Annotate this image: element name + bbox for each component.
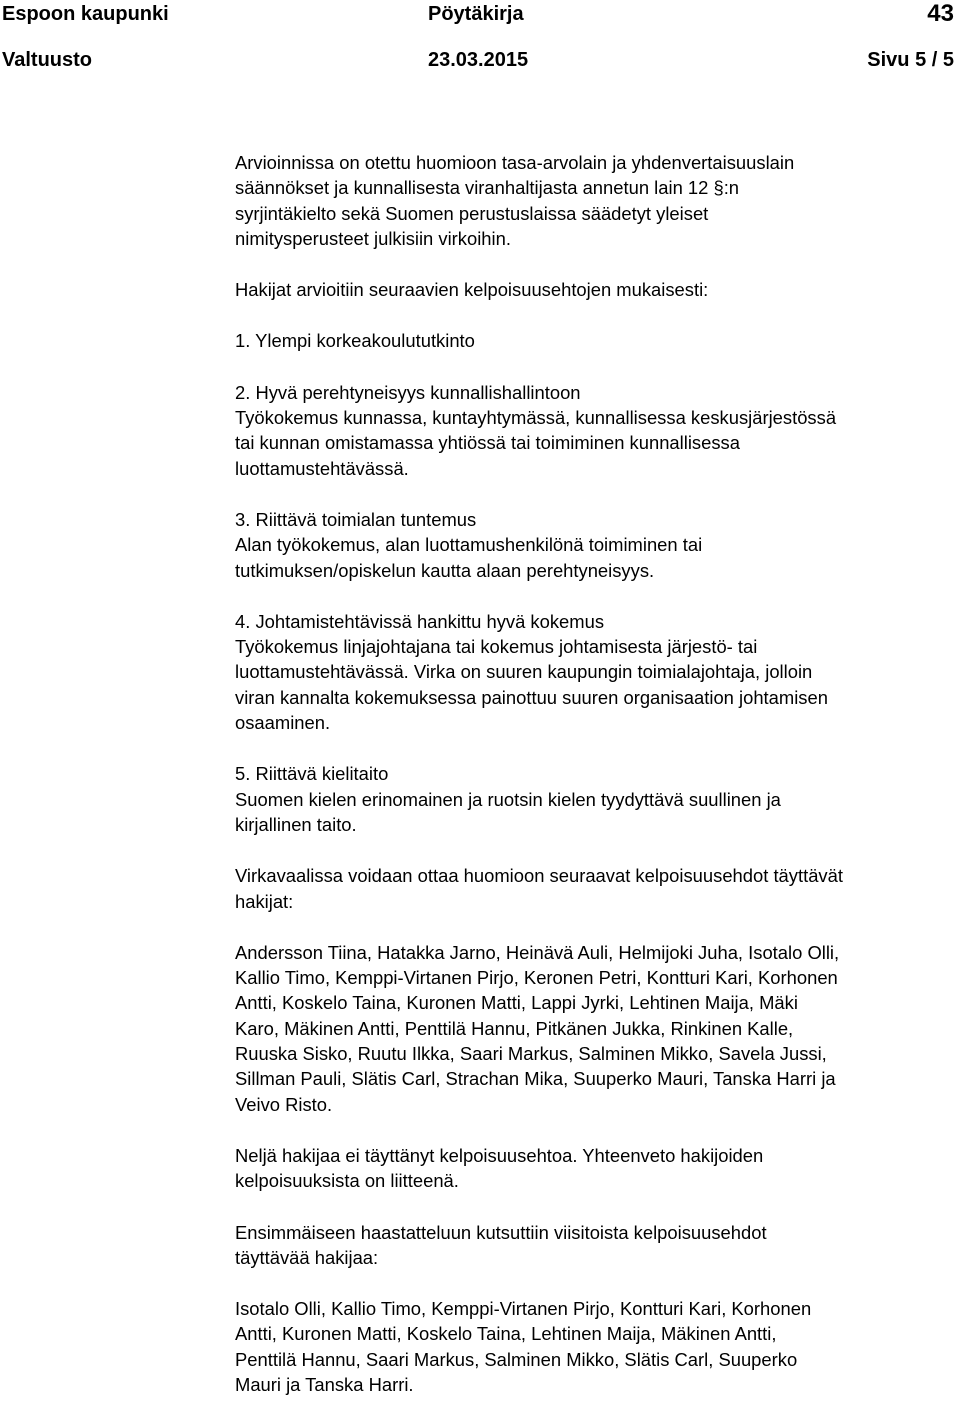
header-body: Valtuusto — [2, 49, 93, 71]
text-line: Karo, Mäkinen Antti, Penttilä Hannu, Pitkänen Jukka, Rinkinen Kalle, — [235, 1017, 794, 1039]
header-page: Sivu 5 / 5 — [867, 49, 954, 71]
text-line: Alan työkokemus, alan luottamushenkilönä toimiminen tai — [235, 534, 703, 556]
text-line: 3. Riittävä toimialan tuntemus — [235, 508, 477, 530]
text-line: Penttilä Hannu, Saari Markus, Salminen Mikko, Slätis Carl, Suuperko — [235, 1348, 798, 1370]
text-line: Arvioinnissa on otettu huomioon tasa-arvolain ja yhdenvertaisuuslain — [235, 152, 795, 173]
text-line: 2. Hyvä perehtyneisyys kunnallishallintoon — [235, 381, 581, 403]
text-line: nimitysperusteet julkisiin virkoihin. — [235, 227, 511, 249]
text-line: Hakijat arvioitiin seuraavien kelpoisuusehtojen mukaisesti: — [235, 279, 709, 301]
text-line: 5. Riittävä kielitaito — [235, 763, 389, 785]
text-line: tutkimuksen/opiskelun kautta alaan perehtyneisyys. — [235, 559, 655, 581]
paragraph-evaluation-basis — [235, 150, 960, 251]
text-line: osaaminen. — [235, 712, 331, 734]
text-line: Työkokemus linjajohtajana tai kokemus johtamisesta järjestö- tai — [235, 636, 758, 658]
paragraph-eligible-applicants — [235, 940, 960, 1117]
text-line: syrjintäkielto sekä Suomen perustuslaissa säädetyt yleiset — [235, 202, 709, 224]
text-line: Virkavaalissa voidaan ottaa huomioon seuraavat kelpoisuusehdot täyttävät — [235, 865, 843, 887]
paragraph-interview-intro — [235, 1220, 960, 1271]
text-line: täyttävää hakijaa: — [235, 1246, 379, 1268]
text-line: 1. Ylempi korkeakoulututkinto — [235, 330, 475, 352]
paragraph-criteria-intro — [235, 277, 960, 302]
text-line: hakijat: — [235, 890, 294, 912]
text-line: Suomen kielen erinomainen ja ruotsin kielen tyydyttävä suullinen ja — [235, 788, 781, 810]
paragraph-criterion-3 — [235, 507, 960, 583]
paragraph-criterion-1 — [235, 328, 960, 353]
text-line: Mauri ja Tanska Harri. — [235, 1373, 414, 1395]
text-line: Neljä hakijaa ei täyttänyt kelpoisuusehtoa. Yhteenveto hakijoiden — [235, 1144, 764, 1166]
text-line: tai kunnan omistamassa yhtiössä tai toimiminen kunnallisessa — [235, 432, 740, 454]
text-line: Isotalo Olli, Kallio Timo, Kemppi-Virtanen Pirjo, Kontturi Kari, Korhonen — [235, 1298, 812, 1320]
paragraph-interviewees — [235, 1296, 960, 1397]
document-body — [235, 150, 960, 1423]
text-line: säännökset ja kunnallisesta viranhaltijasta annetun lain 12 §:n — [235, 177, 740, 199]
header-doc-type: Pöytäkirja — [428, 3, 524, 25]
header-date: 23.03.2015 — [428, 49, 529, 71]
text-line: kelpoisuuksista on liitteenä. — [235, 1170, 459, 1192]
paragraph-criterion-4 — [235, 609, 960, 735]
header-org: Espoon kaupunki — [2, 3, 169, 25]
text-line: luottamustehtävässä. Virka on suuren kaupungin toimialajohtaja, jolloin — [235, 661, 813, 683]
text-line: Kallio Timo, Kemppi-Virtanen Pirjo, Keronen Petri, Kontturi Kari, Korhonen — [235, 967, 838, 989]
text-line: Sillman Pauli, Slätis Carl, Strachan Mika, Suuperko Mauri, Tanska Harri ja — [235, 1068, 836, 1090]
paragraph-criterion-2 — [235, 380, 960, 481]
text-line: Veivo Risto. — [235, 1093, 333, 1115]
text-line: Ensimmäiseen haastatteluun kutsuttiin viisitoista kelpoisuusehdot — [235, 1221, 767, 1243]
text-line: luottamustehtävässä. — [235, 457, 409, 479]
text-line: Ruuska Sisko, Ruutu Ilkka, Saari Markus, Salminen Mikko, Savela Jussi, — [235, 1043, 827, 1065]
text-line: 4. Johtamistehtävissä hankittu hyvä kokemus — [235, 610, 605, 632]
text-line: kirjallinen taito. — [235, 813, 357, 835]
text-line: Andersson Tiina, Hatakka Jarno, Heinävä Auli, Helmijoki Juha, Isotalo Olli, — [235, 941, 840, 963]
paragraph-eligible-intro — [235, 863, 960, 914]
header-section-number: 43 — [927, 0, 954, 27]
text-line: Antti, Kuronen Matti, Koskelo Taina, Lehtinen Maija, Mäkinen Antti, — [235, 1323, 777, 1345]
text-line: Työkokemus kunnassa, kuntayhtymässä, kunnallisessa keskusjärjestössä — [235, 407, 837, 429]
text-line: viran kannalta kokemuksessa painottuu suuren organisaation johtamisen — [235, 686, 828, 708]
text-line: Antti, Koskelo Taina, Kuronen Matti, Lappi Jyrki, Lehtinen Maija, Mäki — [235, 992, 798, 1014]
paragraph-ineligible-note — [235, 1143, 960, 1194]
paragraph-criterion-5 — [235, 761, 960, 837]
